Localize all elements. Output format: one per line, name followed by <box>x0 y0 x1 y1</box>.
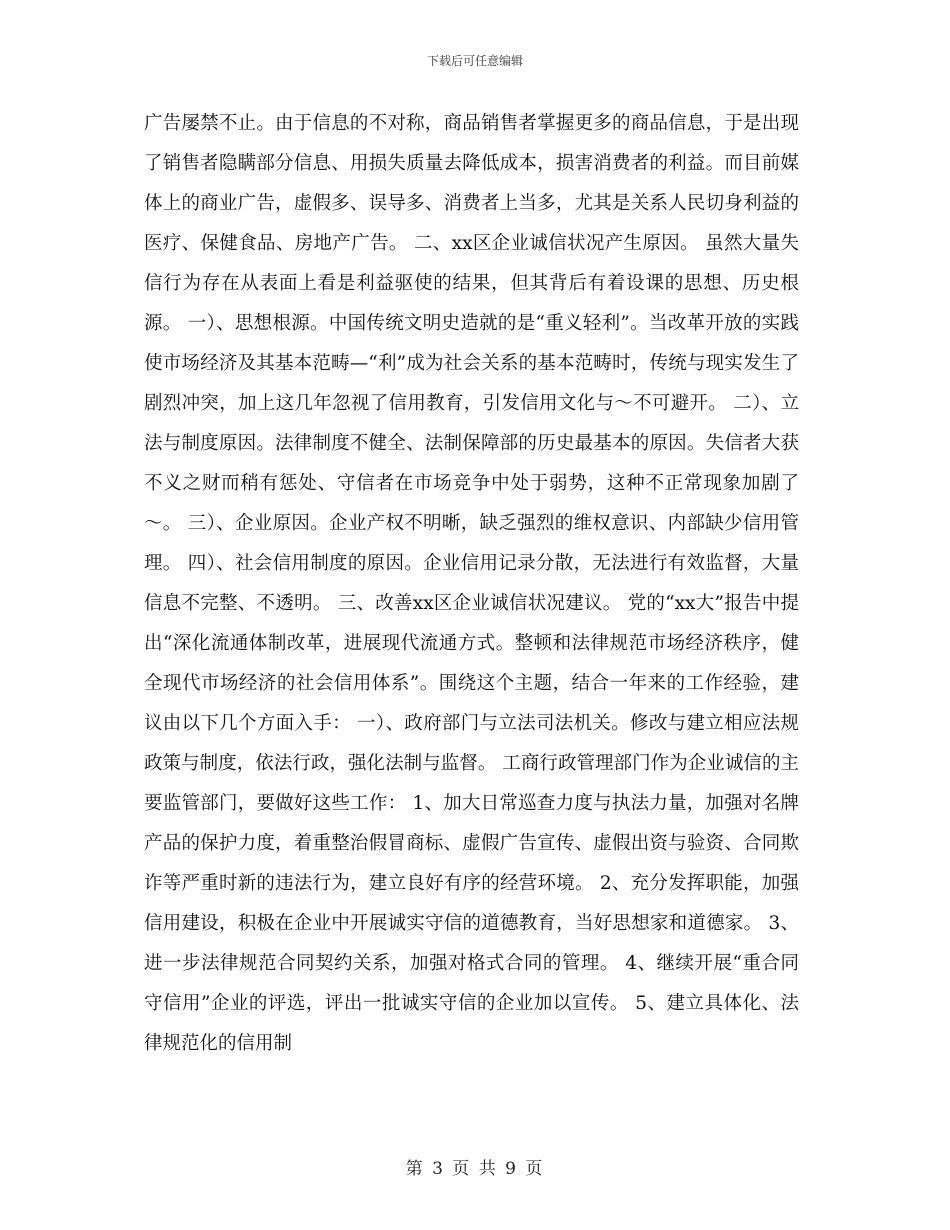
body-paragraph: 广告屡禁不止。由于信息的不对称，商品销售者掌握更多的商品信息，于是出现了销售者隐瞒部分信息、用损失质量去降低成本，损害消费者的利益。而目前媒体上的商业广告，虚假多、误导多、消费者上当多，尤其是关系人民切身利益的医疗、保健食品、房地产广告。 二、xx区企业诚信状况产生原因。 虽然大量失信行为存在从表面上看是利益驱使的结果，但其背后有着设课的思想、历史根源。 一）、思想根源。中国传统文明史造就的是“重义轻利”。当改革开放的实践使市场经济及其基本范畴—“利”成为社会关系的基本范畴时，传统与现实发生了剧烈冲突，加上这几年忽视了信用教育，引发信用文化与～不可避开。 二）、立法与制度原因。法律制度不健全、法制保障部的历史最基本的原因。失信者大获不义之财而稍有惩处、守信者在市场竞争中处于弱势，这种不正常现象加剧了～。 三）、企业原因。企业产权不明晰，缺乏强烈的维权意识、内部缺少信用管理。 四）、社会信用制度的原因。企业信用记录分散，无法进行有效监督，大量信息不完整、不透明。 三、改善xx区企业诚信状况建议。 党的“xx大”报告中提出“深化流通体制改革，进展现代流通方式。整顿和法律规范市场经济秩序，健全现代市场经济的社会信用体系”。围绕这个主题，结合一年来的工作经验，建议由以下几个方面入手： 一）、政府部门与立法司法机关。修改与建立相应法规政策与制度，依法行政，强化法制与监督。 工商行政管理部门作为企业诚信的主要监管部门，要做好这些工作： 1、加大日常巡查力度与执法力量，加强对名牌产品的保护力度，着重整治假冒商标、虚假广告宣传、虚假出资与验资、合同欺诈等严重时新的违法行为，建立良好有序的经营环境。 2、充分发挥职能，加强信用建设，积极在企业中开展诚实守信的道德教育，当好思想家和道德家。 3、进一步法律规范合同契约关系，加强对格式合同的管理。 4、继续开展“重合同守信用”企业的评选，评出一批诚实守信的企业加以宣传。 5、建立具体化、法律规范化的信用制 <box>144 113 799 1054</box>
page-number: 第 3 页 共 9 页 <box>405 1159 545 1179</box>
page-header: 下载后可任意编辑 <box>426 54 523 68</box>
